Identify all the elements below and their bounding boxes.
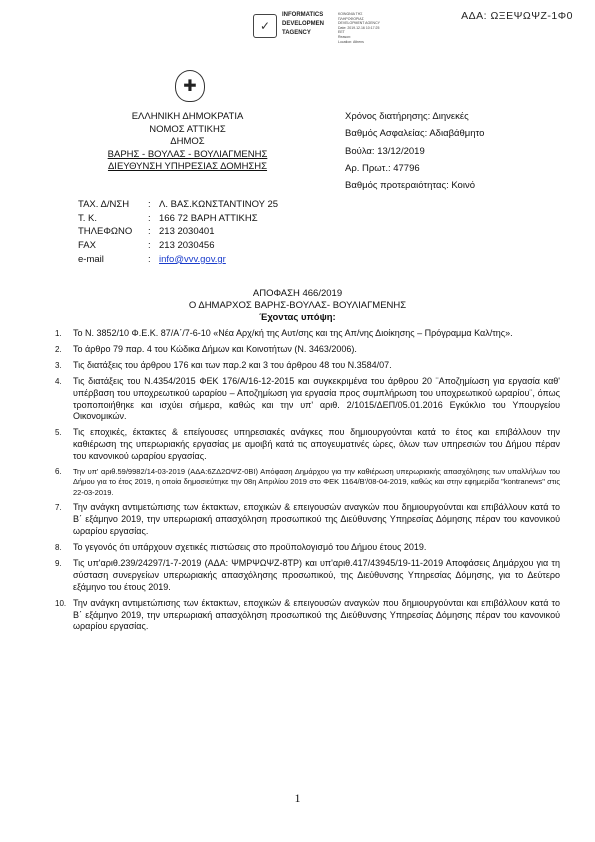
item-text: Την ανάγκη αντιμετώπισης των έκτακτων, εποχικών & επειγουσών αναγκών που δημιουργούνται και επιβάλλουν κατά το Β΄ εξάμηνο 2019, την υπερωριακή απασχόληση προσωπικού της Διεύθυνσης Υπηρεσίας Δόμησης πέραν του κανονικού ωραρίου εργασίας. <box>73 502 560 537</box>
decision-title: ΑΠΟΦΑΣΗ 466/2019 <box>252 288 343 299</box>
contact-row <box>78 253 278 267</box>
signature-detail-line: ΚΟΙΝΩΝΙΑ ΤΗΣ <box>338 12 363 16</box>
document-metadata <box>345 108 484 194</box>
signature-detail-line: Location: Athens <box>338 39 364 44</box>
item-text: Το Ν. 3852/10 Φ.Ε.Κ. 87/Α΄/7-6-10 «Νέα Αρχ/κή της Αυτ/σης και της Απ/νης Διοίκησης – Πρόγραμμα Καλ/της». <box>73 328 513 338</box>
list-item <box>55 360 560 372</box>
contact-value: 166 72 ΒΑΡΗ ΑΤΤΙΚΗΣ <box>159 212 258 224</box>
item-text: Τις διατάξεις του άρθρου 176 και των παρ.2 και 3 του άρθρου 48 του Ν.3584/07. <box>73 359 392 370</box>
contact-row <box>78 198 278 212</box>
item-number: 9. <box>55 558 62 568</box>
item-number: 3. <box>55 360 62 370</box>
contact-label: ΤΗΛΕΦΩΝΟ <box>78 226 133 238</box>
protocol-number: Αρ. Πρωτ.: 47796 <box>345 162 420 174</box>
ada-number: ΑΔΑ: ΩΞΕΨΩΨΖ-1Φ0 <box>461 10 573 22</box>
priority-level: Βαθμός προτεραιότητας: Κοινό <box>345 180 475 192</box>
item-number: 5. <box>55 428 62 438</box>
contact-separator: : <box>148 212 151 224</box>
list-item <box>55 328 560 340</box>
item-text: Τις διατάξεις του Ν.4354/2015 ΦΕΚ 176/Α/16-12-2015 και συγκεκριμένα του άρθρου 20 ¨Αποζημίωση για εργασία καθ' υπέρβαση του υποχρεωτικού ωραρίου – Αποζημίωση για εργασία προς συμπλήρωση του υποχρεωτικού ωραρίου¨, όπως τροποποιήθηκε και ισχύει σήμερα, καθώς και την υπ' αριθ. 2/1015/ΔΕΠ/05.01.2016 Εγκύκλιο του Υπουργείου Οικονομικών. <box>73 375 560 422</box>
document-date: Βούλα: 13/12/2019 <box>345 145 425 157</box>
item-number: 4. <box>55 376 62 386</box>
contact-row <box>78 212 278 226</box>
item-number: 6. <box>55 467 62 477</box>
contact-separator: : <box>148 240 151 252</box>
item-text: Τις εποχικές, έκτακτες & επείγουσες υπηρεσιακές ανάγκες που δημιουργούνται κατά το έτος και επιβάλλουν την καθιέρωση της υπερωριακής εργασίας με αμοιβή κατά τις απογευματινές ώρες, όλων των υπηρεσιών του Δήμου πέραν του κανονικού ωραρίου εργασίας. <box>73 427 560 462</box>
item-number: 8. <box>55 543 62 552</box>
page-number: 1 <box>294 791 301 805</box>
signature-agency-line: TAGENCY <box>282 30 311 36</box>
contact-value: 213 2030401 <box>159 226 215 238</box>
authority-line: ΝΟΜΟΣ ΑΤΤΙΚΗΣ <box>149 123 226 135</box>
digital-signature-logo-icon: ✓ <box>253 14 277 38</box>
item-number: 7. <box>55 503 62 513</box>
list-item <box>55 467 560 498</box>
signature-detail-line: Reason: <box>338 34 352 39</box>
list-item <box>55 502 560 538</box>
item-text: Την υπ' αριθ.59/9982/14-03-2019 (ΑΔΑ:6ΖΔ2ΩΨΖ-0ΒΙ) Απόφαση Δημάρχου για την καθιέρωση υπερωριακής απασχόλησης των υπαλλήλων του Δήμου για το έτος 2019, η οποία δημοσιεύτηκε την 08η Απριλίου 2019 στο ΦΕΚ 1164/Β'/08-04-2019, καθώς και στην εφημερίδα "kontranews" στις 22-03-2019. <box>73 467 560 497</box>
signature-details <box>338 12 398 44</box>
contact-separator: : <box>148 226 151 238</box>
signature-detail-line: Date: 2019.12.16 10:17:25 <box>338 25 380 30</box>
email-link[interactable]: info@vvv.gov.gr <box>159 253 226 265</box>
having-regard-heading: Έχοντας υπόψη: <box>259 312 336 323</box>
directorate-name: ΔΙΕΥΘΥΝΣΗ ΥΠΗΡΕΣΙΑΣ ΔΟΜΗΣΗΣ <box>107 161 268 172</box>
authority-line: ΔΗΜΟΣ <box>170 136 205 147</box>
contact-value: 213 2030456 <box>159 240 215 252</box>
considerations-list <box>55 328 560 637</box>
list-item <box>55 598 560 634</box>
list-item <box>55 558 560 594</box>
contact-row <box>78 225 278 239</box>
signature-detail-line: EET <box>338 30 345 35</box>
item-text: Τις υπ'αριθ.239/24297/1-7-2019 (ΑΔΑ: ΨΜΡΨΩΨΖ-8ΤΡ) και υπ'αριθ.417/43945/19-11-2019 Αποφάσεις Δημάρχου για τη σύσταση συνεργείων υπερωριακής απασχόλησης προσωπικού, της Διεύθυνσης Υπηρεσίας Δόμησης, για το Δεύτερο εξάμηνο του έτους 2019. <box>73 557 560 592</box>
security-level: Βαθμός Ασφαλείας: Αδιαβάθμητο <box>345 128 485 140</box>
issuing-authority <box>105 111 270 174</box>
authority-line: ΕΛΛΗΝΙΚΗ ΔΗΜΟΚΡΑΤΙΑ <box>131 111 244 122</box>
list-item <box>55 427 560 463</box>
list-item <box>55 344 560 356</box>
contact-label: e-mail <box>78 253 104 265</box>
contact-separator: : <box>148 199 151 210</box>
signature-agency <box>282 11 324 38</box>
signature-detail-line: DEVELOPMENT AGENCY <box>338 21 380 26</box>
list-item <box>55 542 560 554</box>
retention-time: Χρόνος διατήρησης: Διηνεκές <box>345 111 469 122</box>
item-number: 1. <box>55 329 62 338</box>
contact-row <box>78 239 278 253</box>
mayor-line: Ο ΔΗΜΑΡΧΟΣ ΒΑΡΗΣ-ΒΟΥΛΑΣ- ΒΟΥΛΙΑΓΜΕΝΗΣ <box>188 300 407 311</box>
contact-separator: : <box>148 253 151 265</box>
item-text: Το άρθρο 79 παρ. 4 του Κώδικα Δήμων και Κοινοτήτων (Ν. 3463/2006). <box>73 343 357 354</box>
item-text: Την ανάγκη αντιμετώπισης των έκτακτων, εποχικών & επειγουσών αναγκών που δημιουργούνται και επιβάλλουν κατά το Β΄ εξάμηνο 2019, την υπερωριακή απασχόληση προσωπικού της Διεύθυνσης Υπηρεσίας Δόμησης πέραν του κανονικού ωραρίου εργασίας. <box>73 597 560 632</box>
item-text: Το γεγονός ότι υπάρχουν σχετικές πιστώσεις στο προϋπολογισμό του Δήμου έτους 2019. <box>73 542 427 552</box>
municipality-name: ΒΑΡΗΣ - ΒΟΥΛΑΣ - ΒΟΥΛΙΑΓΜΕΝΗΣ <box>107 148 268 160</box>
contact-label: Τ. Κ. <box>78 212 98 224</box>
item-number: 10. <box>55 598 67 608</box>
item-number: 2. <box>55 344 62 354</box>
contact-value: Λ. ΒΑΣ.ΚΩΝΣΤΑΝΤΙΝΟΥ 25 <box>159 199 279 210</box>
signature-detail-line: ΠΛΗΡΟΦΟΡΙΑΣ <box>338 16 364 21</box>
contact-label: ΤΑΧ. Δ/ΝΣΗ <box>78 199 130 210</box>
contact-label: FAX <box>78 240 96 252</box>
contact-details <box>78 198 278 267</box>
signature-agency-line: INFORMATICS <box>282 12 324 18</box>
signature-agency-line: DEVELOPMEN <box>282 21 325 27</box>
list-item <box>55 376 560 424</box>
hellenic-emblem-icon: ✚ <box>175 70 205 102</box>
